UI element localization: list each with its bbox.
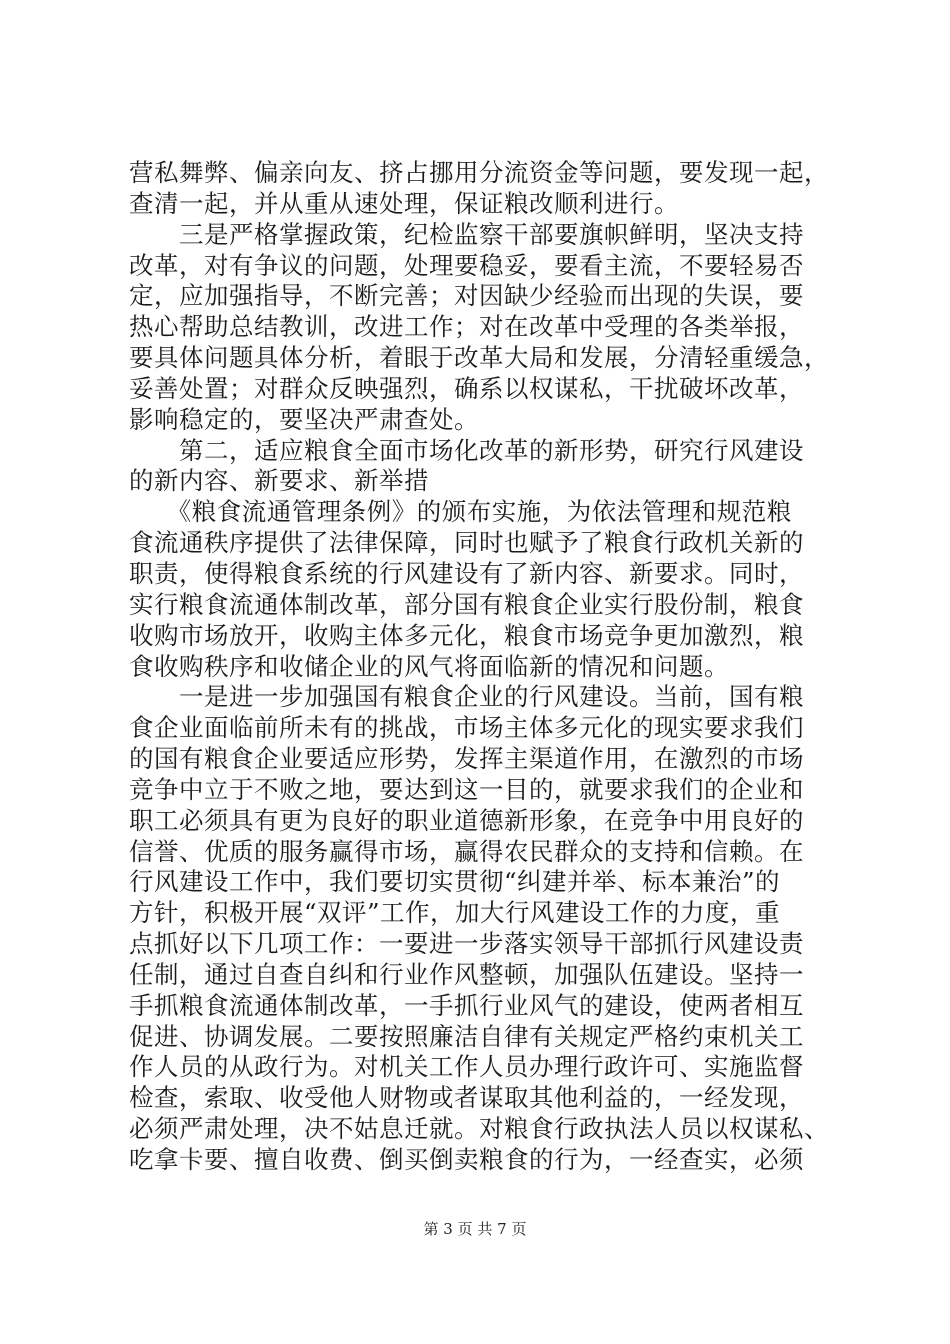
text-line: 方针，积极开展“双评”工作，加大行风建设工作的力度，重 [129, 898, 781, 928]
text-line: 《粮食流通管理条例》的颁布实施，为依法管理和规范粮 [129, 497, 792, 527]
text-line: 第二，适应粮食全面市场化改革的新形势，研究行风建设 [129, 435, 804, 465]
text-line: 促进、协调发展。二要按照廉洁自律有关规定严格约束机关工 [129, 1021, 804, 1051]
text-line: 作人员的从政行为。对机关工作人员办理行政许可、实施监督 [129, 1052, 804, 1082]
text-line: 定，应加强指导，不断完善；对因缺少经验而出现的失误，要 [129, 281, 804, 311]
text-line: 改革，对有争议的问题，处理要稳妥，要看主流，不要轻易否 [129, 250, 804, 280]
text-line: 职工必须具有更为良好的职业道德新形象，在竞争中用良好的 [129, 805, 804, 835]
page-number-label: 第 3 页 共 7 页 [423, 1220, 527, 1238]
text-line: 查清一起，并从重从速处理，保证粮改顺利进行。 [129, 188, 679, 218]
text-line: 信誉、优质的服务赢得市场，赢得农民群众的支持和信赖。在 [129, 836, 804, 866]
text-line: 竞争中立于不败之地，要达到这一目的，就要求我们的企业和 [129, 774, 804, 804]
text-line: 要具体问题具体分析，着眼于改革大局和发展，分清轻重缓急， [129, 343, 829, 373]
text-line: 的国有粮食企业要适应形势，发挥主渠道作用，在激烈的市场 [129, 744, 804, 774]
text-line: 行风建设工作中，我们要切实贯彻“纠建并举、标本兼治”的 [129, 867, 781, 897]
text-line: 一是进一步加强国有粮食企业的行风建设。当前，国有粮 [129, 682, 804, 712]
text-line: 手抓粮食流通体制改革，一手抓行业风气的建设，使两者相互 [129, 990, 804, 1020]
document-body [129, 158, 829, 1176]
text-line: 三是严格掌握政策，纪检监察干部要旗帜鲜明，坚决支持 [129, 219, 804, 249]
text-line: 热心帮助总结教训，改进工作；对在改革中受理的各类举报， [129, 312, 804, 342]
text-line: 吃拿卡要、擅自收费、倒买倒卖粮食的行为，一经查实，必须 [129, 1145, 804, 1174]
text-line: 食企业面临前所未有的挑战，市场主体多元化的现实要求我们 [129, 713, 804, 743]
text-line: 妥善处置；对群众反映强烈，确系以权谋私，干扰破坏改革， [129, 373, 804, 403]
text-line: 的新内容、新要求、新举措 [129, 466, 429, 496]
text-line: 检查，索取、收受他人财物或者谋取其他利益的，一经发现， [129, 1083, 804, 1113]
text-line: 职责，使得粮食系统的行风建设有了新内容、新要求。同时， [129, 558, 804, 588]
text-line: 营私舞弊、偏亲向友、挤占挪用分流资金等问题，要发现一起， [129, 158, 829, 187]
text-line: 食收购秩序和收储企业的风气将面临新的情况和问题。 [129, 651, 729, 681]
text-line: 必须严肃处理，决不姑息迁就。对粮食行政执法人员以权谋私、 [129, 1114, 829, 1144]
text-line: 点抓好以下几项工作：一要进一步落实领导干部抓行风建设责 [129, 929, 804, 959]
text-line: 任制，通过自查自纠和行业作风整顿，加强队伍建设。坚持一 [129, 959, 804, 989]
text-line: 收购市场放开，收购主体多元化，粮食市场竞争更加激烈，粮 [129, 620, 804, 650]
text-line: 影响稳定的，要坚决严肃查处。 [129, 404, 479, 434]
text-line: 实行粮食流通体制改革，部分国有粮食企业实行股份制，粮食 [129, 589, 804, 619]
page-footer [0, 1218, 950, 1239]
text-line: 食流通秩序提供了法律保障，同时也赋予了粮食行政机关新的 [129, 528, 804, 558]
